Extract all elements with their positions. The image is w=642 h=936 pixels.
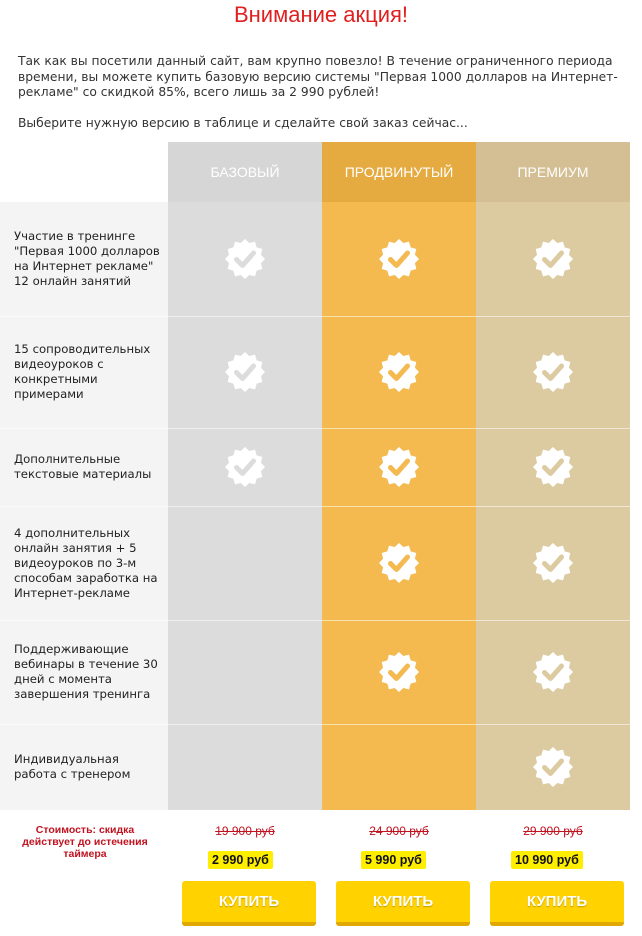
plan-header-base: БАЗОВЫЙ bbox=[168, 142, 322, 202]
feature-label: Дополнительные текстовые материалы bbox=[14, 452, 152, 481]
feature-label: Участие в тренинге "Первая 1000 долларов на Интернет рекламе" 12 онлайн занятий bbox=[14, 229, 160, 288]
feature-label: 15 сопроводительных видеоуроков с конкретными примерами bbox=[14, 342, 151, 401]
plan-header-advanced: ПРОДВИНУТЫЙ bbox=[322, 142, 476, 202]
check-badge-icon bbox=[225, 447, 265, 487]
old-price-base: 19 900 руб bbox=[215, 824, 275, 838]
check-badge-icon bbox=[533, 747, 573, 787]
check-badge-icon bbox=[379, 239, 419, 279]
buy-button-base[interactable]: КУПИТЬ bbox=[182, 881, 316, 926]
check-badge-icon bbox=[379, 543, 419, 583]
check-badge-icon bbox=[379, 652, 419, 692]
check-badge-icon bbox=[533, 239, 573, 279]
buy-button-premium[interactable]: КУПИТЬ bbox=[490, 881, 624, 926]
check-badge-icon bbox=[379, 352, 419, 392]
check-badge-icon bbox=[533, 543, 573, 583]
new-price-base: 2 990 руб bbox=[208, 851, 273, 869]
price-label: Стоимость: скидка действует до истечения таймера bbox=[22, 824, 148, 860]
page-title: Внимание акция! bbox=[233, 2, 409, 27]
intro-text bbox=[18, 54, 628, 131]
check-badge-icon bbox=[225, 239, 265, 279]
check-badge-icon bbox=[533, 652, 573, 692]
plan-header-premium: ПРЕМИУМ bbox=[476, 142, 630, 202]
buy-button-advanced[interactable]: КУПИТЬ bbox=[336, 881, 470, 926]
old-price-premium: 29 900 руб bbox=[523, 824, 583, 838]
feature-label: 4 дополнительных онлайн занятия + 5 видеоуроков по 3-м способам заработка на Интернет-рекламе bbox=[14, 525, 158, 600]
check-badge-icon bbox=[533, 352, 573, 392]
intro-paragraph-cta: Выберите нужную версию в таблице и сделайте свой заказ сейчас... bbox=[18, 115, 468, 130]
new-price-advanced: 5 990 руб bbox=[361, 851, 426, 869]
check-badge-icon bbox=[379, 447, 419, 487]
check-badge-icon bbox=[225, 352, 265, 392]
old-price-advanced: 24 900 руб bbox=[369, 824, 429, 838]
new-price-premium: 10 990 руб bbox=[511, 851, 583, 869]
check-badge-icon bbox=[533, 447, 573, 487]
feature-label: Поддерживающие вебинары в течение 30 дней с момента завершения тренинга bbox=[14, 642, 158, 701]
intro-paragraph-offer: Так как вы посетили данный сайт, вам крупно повезло! В течение ограниченного периода времени, вы можете купить базовую версию системы "Первая 1000 долларов на Интернет-рекламе" со скидкой 85%, всего лишь за 2 990 рублей! bbox=[18, 54, 618, 99]
feature-label: Индивидуальная работа с тренером bbox=[14, 752, 131, 781]
